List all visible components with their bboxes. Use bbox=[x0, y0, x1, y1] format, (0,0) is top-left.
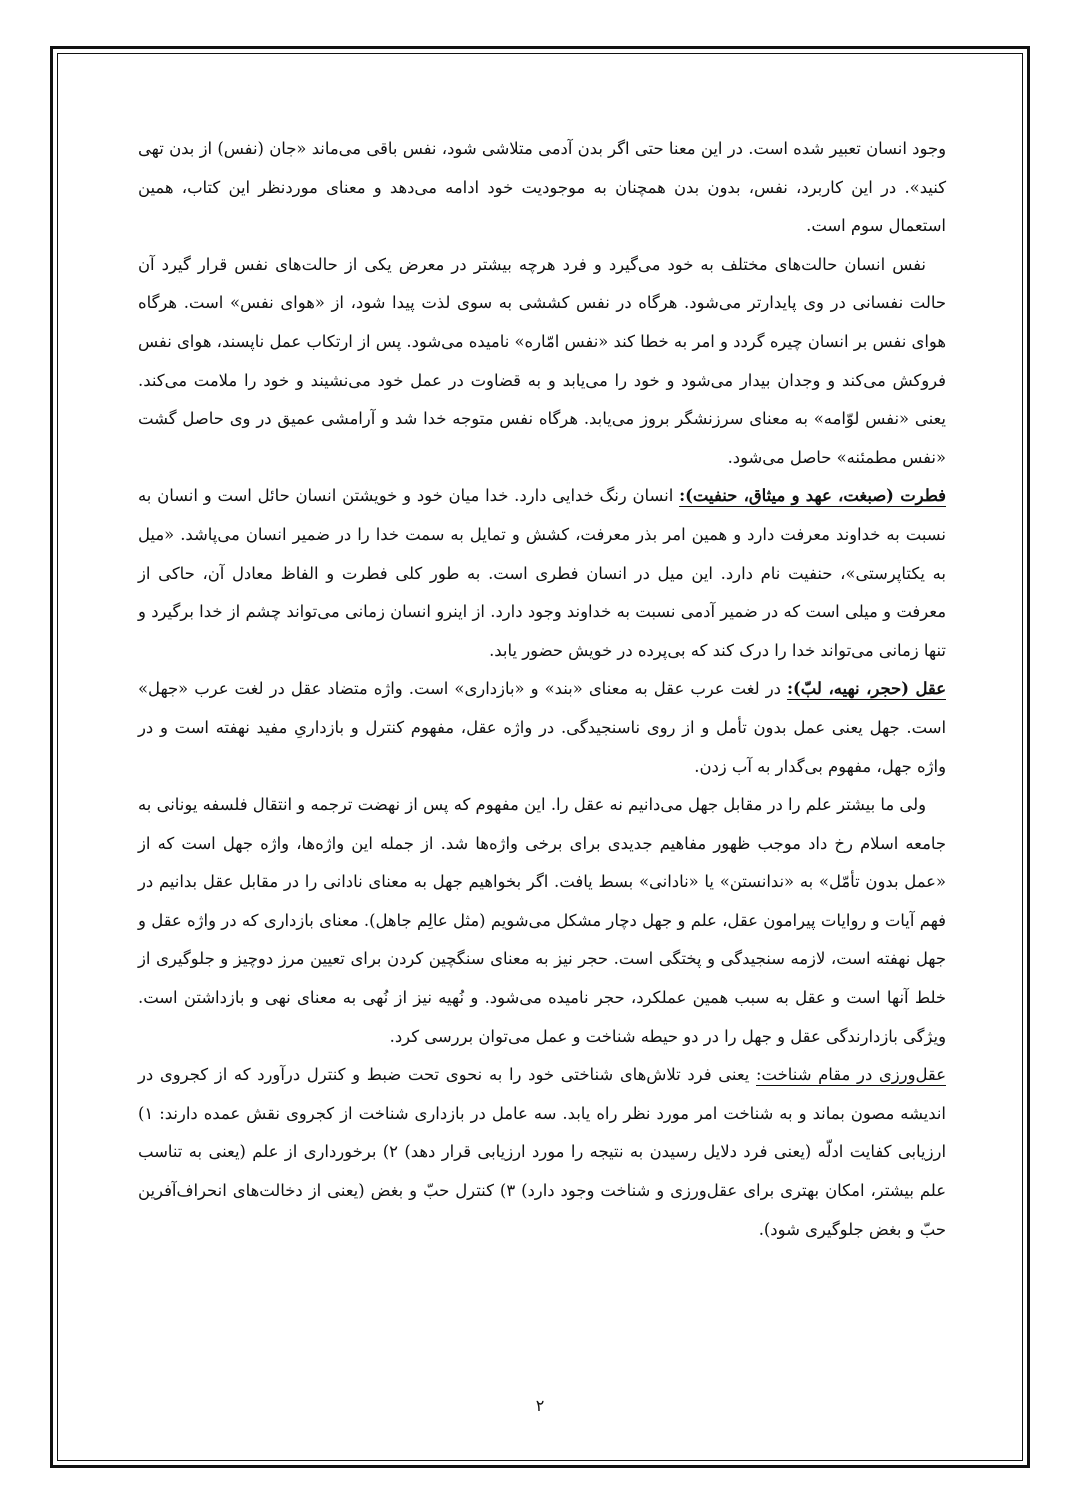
paragraph-text: وجود انسان تعبیر شده است. در این معنا حتی اگر بدن آدمی متلاشی شود، نفس باقی می‌ماند «جان (نفس) از بدن تهی کنید». در این کاربرد، نفس، بدون بدن همچنان به موجودیت خود ادامه می‌دهد و معنای موردنظر این کتاب، همین استعمال سوم است. bbox=[138, 139, 946, 236]
paragraph-ilm-jahl bbox=[138, 786, 946, 1056]
document-body bbox=[138, 130, 946, 1249]
paragraph-text: ولی ما بیشتر علم را در مقابل جهل می‌دانیم نه عقل را. این مفهوم که پس از نهضت ترجمه و انتقال فلسفه یونانی به جامعه اسلام رخ داد موجب ظهور مفاهیم جدیدی برای برخی واژه‌ها شد. از جمله این واژه‌ها، واژه جهل است که از «عمل بدون تأمّل» به «ندانستن» یا «نادانی» بسط یافت. اگر بخواهیم جهل به معنای نادانی را در مقابل عقل بدانیم در فهم آیات و روایات پیرامون عقل، علم و جهل دچار مشکل می‌شویم (مثل عالِم جاهل). معنای بازداری که در واژه عقل و جهل نهفته است، لازمه سنجیدگی و پختگی است. حجر نیز به معنای سنگچین کردن برای تعیین مرز دوچیز و جلوگیری از خلط آنها است و عقل به سبب همین عملکرد، حجر نامیده می‌شود. و نُهیه نیز از نُهی به معنای نهی و بازداشتن است. ویژگی بازدارندگی عقل و جهل را در دو حیطه شناخت و عمل می‌توان بررسی کرد. bbox=[138, 795, 946, 1046]
paragraph-continuation bbox=[138, 130, 946, 246]
paragraph-aql bbox=[138, 670, 946, 786]
paragraph-text: انسان رنگ خدایی دارد. خدا میان خود و خویشتن انسان حائل است و انسان به نسبت به خداوند معرفت دارد و همین امر بذر معرفت، کشش و تمایل به سمت خدا را در ضمیر انسان می‌پاشد. «میل به یکتاپرستی»، حنفیت نام دارد. این میل در انسان فطری است. به طور کلی فطرت و الفاظ معادل آن، حاکی از معرفت و میلی است که در ضمیر آدمی نسبت به خداوند وجود دارد. از اینرو انسان زمانی می‌تواند چشم از خدا برگیرد و تنها زمانی می‌تواند خدا را درک کند که بی‌پرده در خویش حضور یابد. bbox=[138, 486, 946, 660]
page-number: ۲ bbox=[535, 1396, 545, 1415]
term-heading-fitrat: فطرت (صبغت، عهد و میثاق، حنفیت): bbox=[679, 486, 946, 506]
paragraph-fitrat bbox=[138, 477, 946, 670]
term-heading-aqlvarzi: عقل‌ورزی در مقام شناخت: bbox=[756, 1065, 946, 1085]
paragraph-aqlvarzi bbox=[138, 1056, 946, 1249]
paragraph-nafs-states bbox=[138, 246, 946, 478]
paragraph-text: یعنی فرد تلاش‌های شناختی خود را به نحوی تحت ضبط و کنترل درآورد که از کجروی در اندیشه مصون بماند و به شناخت امر مورد نظر راه یابد. سه عامل در بازداری شناخت از کجروی نقش عمده دارند: ۱) ارزیابی کفایت ادلّه (یعنی فرد دلایل رسیدن به نتیجه را مورد ارزیابی قرار دهد) ۲) برخورداری از علم (یعنی به تناسب علم بیشتر، امکان بهتری برای عقل‌ورزی و شناخت وجود دارد) ۳) کنترل حبّ و بغض (یعنی از دخالت‌های انحراف‌آفرین حبّ و بغض جلوگیری شود). bbox=[138, 1065, 947, 1239]
paragraph-text: در لغت عرب عقل به معنای «بند» و «بازداری» است. واژه متضاد عقل در لغت عرب «جهل» است. جهل یعنی عمل بدون تأمل و از روی ناسنجیدگی. در واژه عقل، مفهوم کنترل و بازداریِ مفید نهفته است و در واژه جهل، مفهوم بی‌گدار به آب زدن. bbox=[138, 679, 946, 776]
paragraph-text: نفس انسان حالت‌های مختلف به خود می‌گیرد و فرد هرچه بیشتر در معرض یکی از حالت‌های نفس قرار گیرد آن حالت نفسانی در وی پایدارتر می‌شود. هرگاه در نفس کششی به سوی لذت پیدا شود، از «هوای نفس» است. هرگاه هوای نفس بر انسان چیره گردد و امر به خطا کند «نفس امّاره» نامیده می‌شود. پس از ارتکاب عمل ناپسند، هوای نفس فروکش می‌کند و وجدان بیدار می‌شود و خود را می‌یابد و به قضاوت در عمل خود می‌نشیند و خود را ملامت می‌کند. یعنی «نفس لوّامه» به معنای سرزنشگر بروز می‌یابد. هرگاه نفس متوجه خدا شد و آرامشی عمیق در وی حاصل گشت «نفس مطمئنه» حاصل می‌شود. bbox=[138, 254, 946, 467]
term-heading-aql: عقل (حجر، نهیه، لبّ): bbox=[786, 679, 946, 699]
